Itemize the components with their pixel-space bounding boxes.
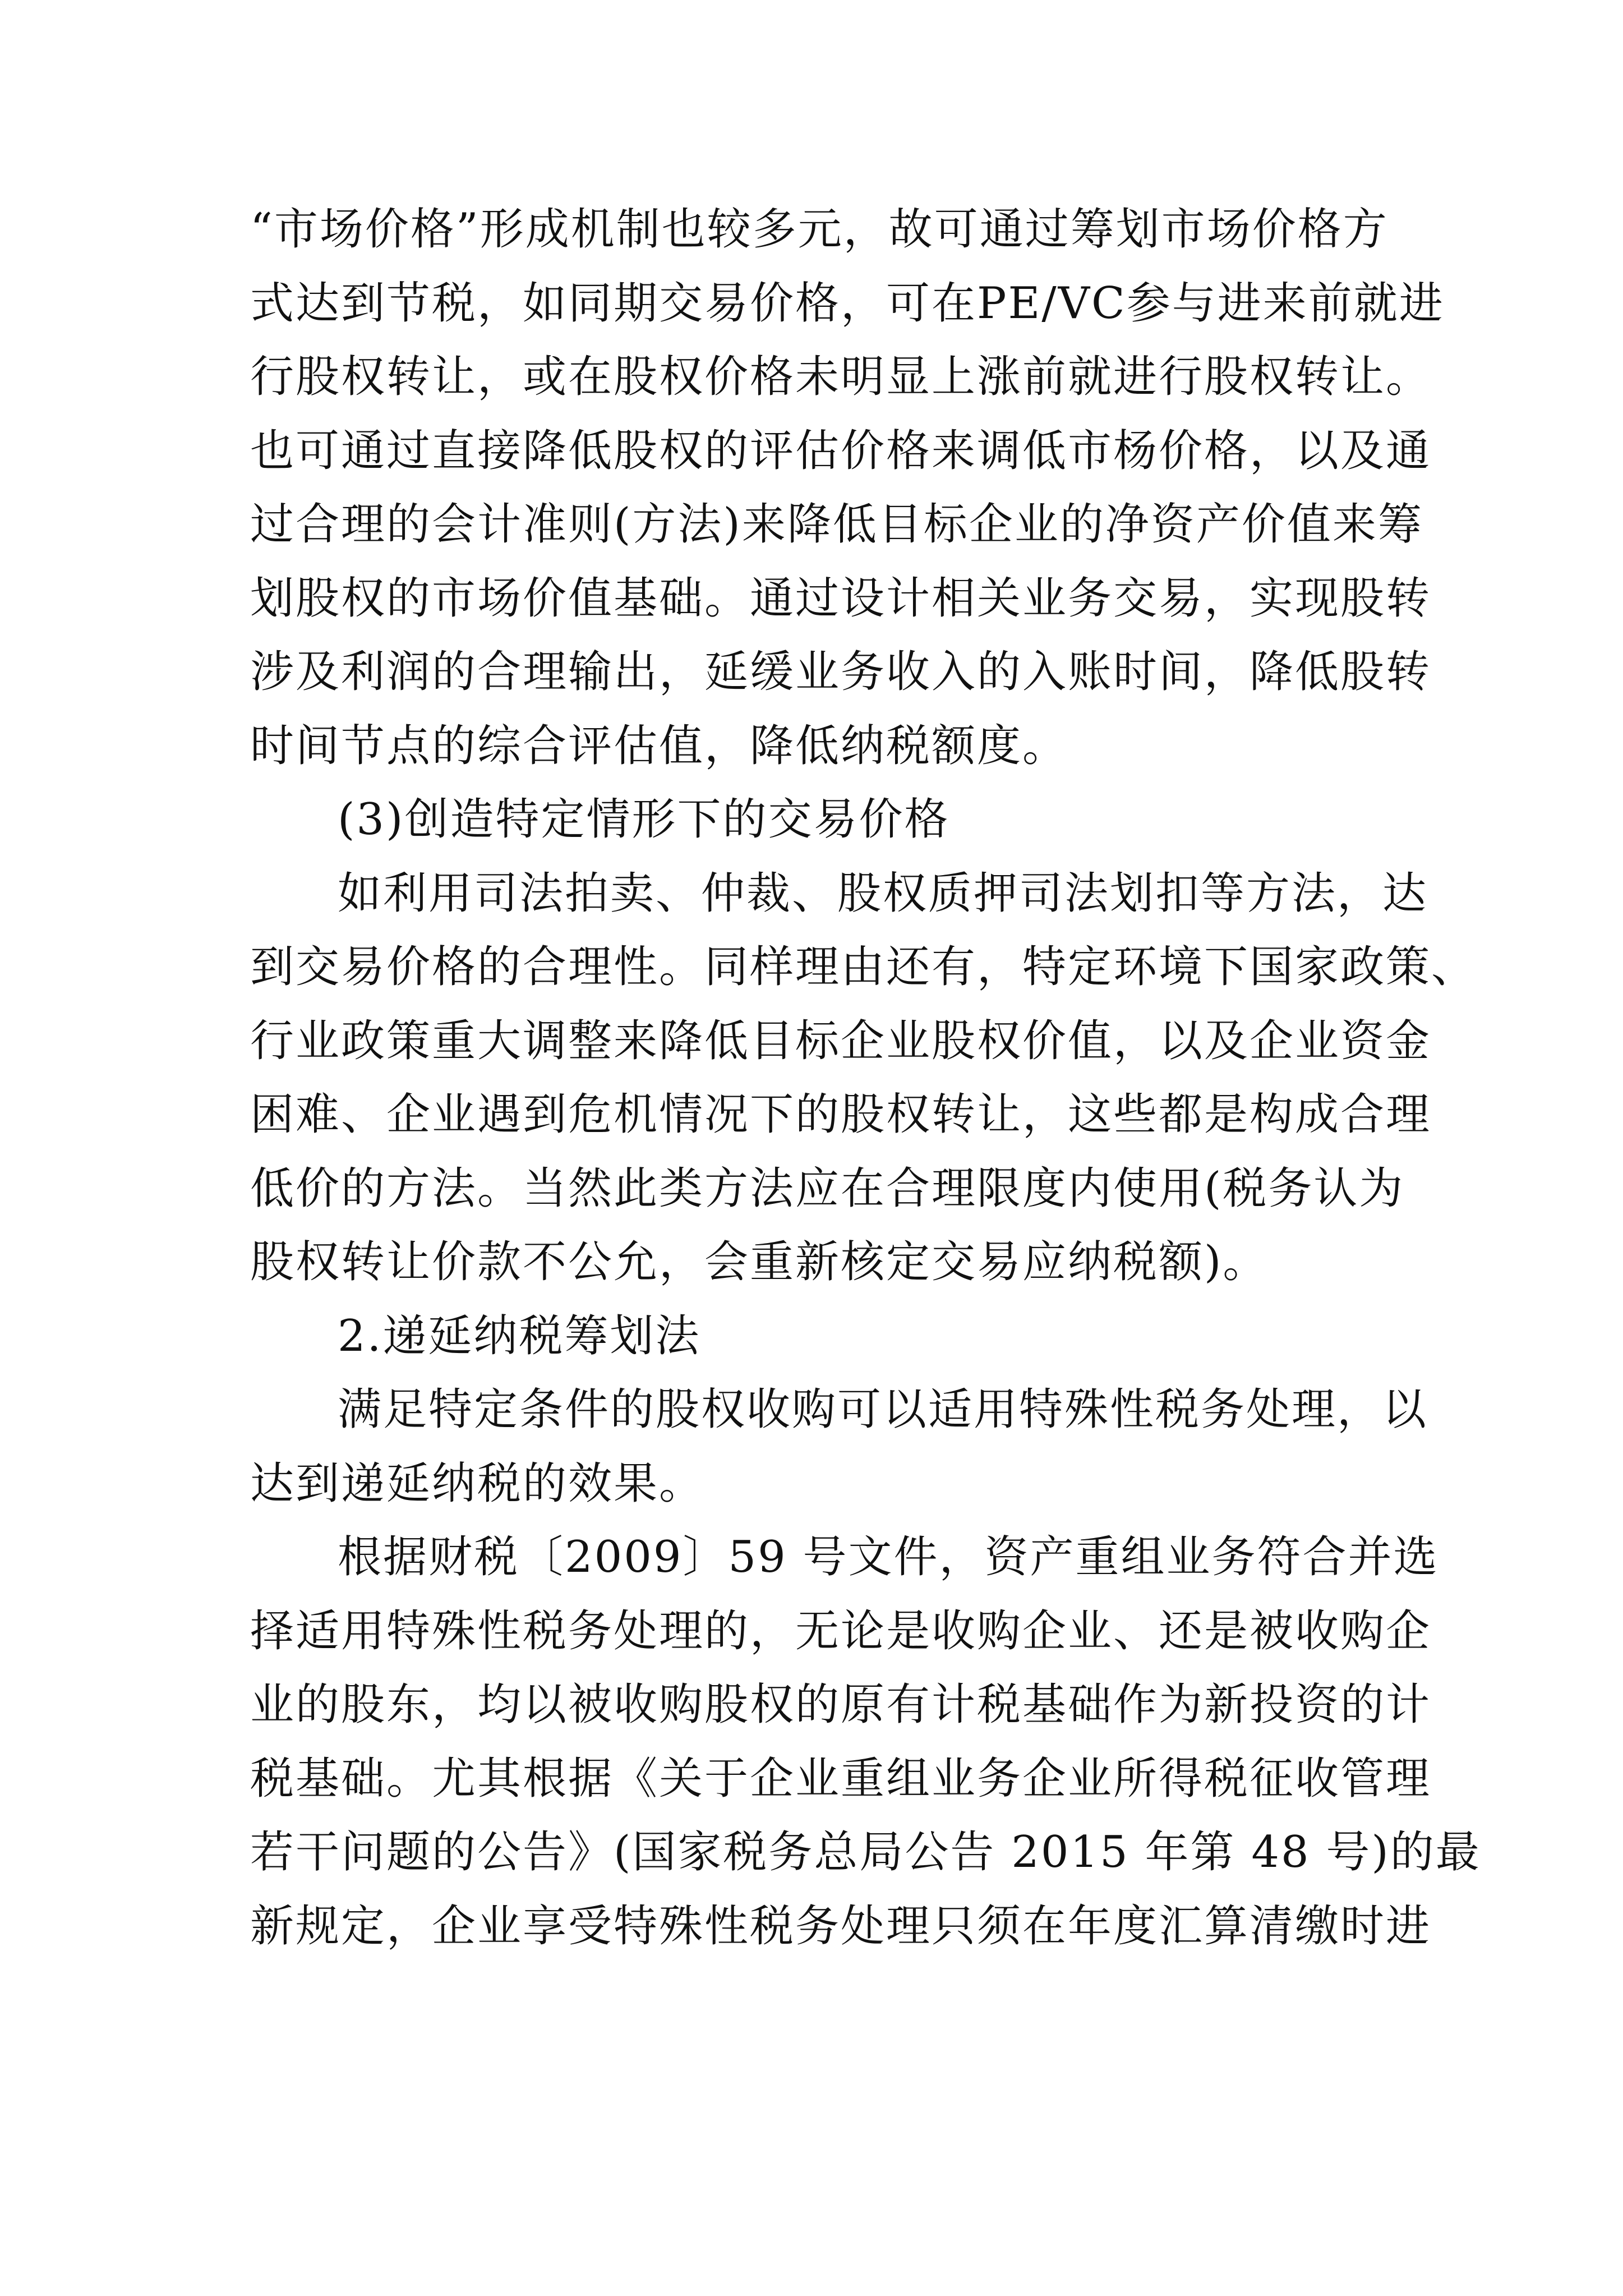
text-line: 择适用特殊性税务处理的，无论是收购企业、还是被收购企 [250, 1605, 1432, 1657]
text-line: 涉及利润的合理输出，延缓业务收入的入账时间，降低股转 [250, 647, 1432, 697]
text-line: 税基础。尤其根据《关于企业重组业务企业所得税征收管理 [250, 1753, 1432, 1804]
text-line: 若干问题的公告》(国家税务总局公告 2015 年第 48 号)的最 [250, 1827, 1481, 1878]
text-line: 股权转让价款不公允，会重新核定交易应纳税额)。 [250, 1237, 1269, 1287]
text-line: 划股权的市场价值基础。通过设计相关业务交易，实现股转 [250, 573, 1432, 624]
text-line: 行业政策重大调整来降低目标企业股权价值，以及企业资金 [250, 1015, 1432, 1066]
text-line: 满足特定条件的股权收购可以适用特殊性税务处理，以 [338, 1384, 1428, 1435]
text-line: 达到递延纳税的效果。 [250, 1458, 705, 1509]
text-line: 也可通过直接降低股权的评估价格来调低市杨价格，以及通 [250, 425, 1432, 476]
text-line: 困难、企业遇到危机情况下的股权转让，这些都是构成合理 [250, 1089, 1432, 1140]
text-line: 低价的方法。当然此类方法应在合理限度内使用(税务认为 [250, 1163, 1405, 1214]
text-line: 新规定，企业享受特殊性税务处理只须在年度汇算清缴时进 [250, 1901, 1432, 1952]
text-line: 根据财税〔2009〕59 号文件，资产重组业务符合并选 [338, 1532, 1439, 1582]
text-line: 行股权转让，或在股权价格未明显上涨前就进行股权转让。 [250, 352, 1432, 402]
text-line: 业的股东，均以被收购股权的原有计税基础作为新投资的计 [250, 1680, 1432, 1730]
body-text [250, 193, 1481, 1963]
text-line: 到交易价格的合理性。同样理由还有，特定环境下国家政策、 [250, 942, 1477, 992]
text-line: “市场价格”形成机制也较多元，故可通过筹划市场价格方 [250, 204, 1389, 255]
subheading-line: (3)创造特定情形下的交易价格 [338, 794, 950, 845]
text-line: 如利用司法拍卖、仲裁、股权质押司法划扣等方法，达 [338, 868, 1428, 919]
text-line: 时间节点的综合评估值，降低纳税额度。 [250, 720, 1068, 771]
text-line: 过合理的会计准则(方法)来降低目标企业的净资产价值来筹 [250, 499, 1423, 550]
subheading-line: 2.递延纳税筹划法 [338, 1310, 701, 1361]
text-line: 式达到节税，如同期交易价格，可在PE/VC参与进来前就进 [250, 278, 1445, 329]
